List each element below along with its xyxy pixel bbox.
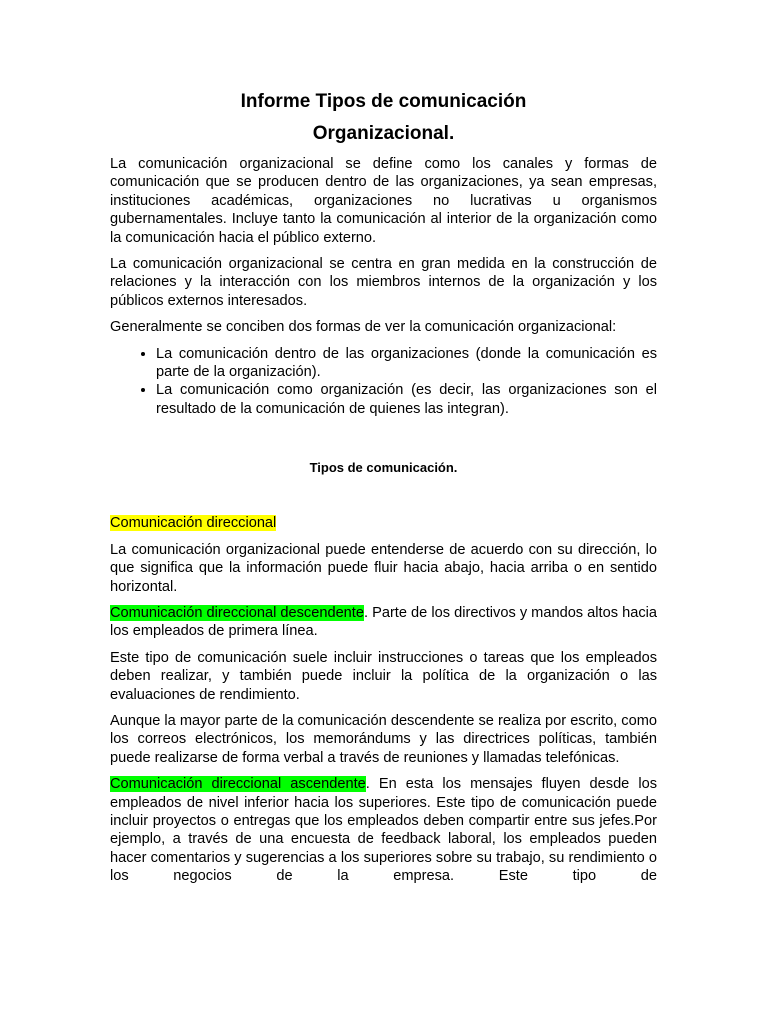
intro-paragraph-1: La comunicación organizacional se define como los canales y formas de comunicación que se producen dentro de las organizaciones, ya sean empresas, instituciones académicas, organizaciones no lucrativas u organismos gubernamentales. Incluye tanto la comunicación al interior de la organización como la comunicación hacia el público externo. bbox=[110, 156, 657, 246]
intro-paragraph-2: La comunicación organizacional se centra en gran medida en la construcción de relaciones y la interacción con los miembros internos de la organización y los públicos externos interesados. bbox=[110, 256, 657, 309]
descendente-text: . Parte de los directivos y mandos altos hacia los empleados de primera línea. bbox=[110, 604, 657, 640]
descendente-paragraph-2: Este tipo de comunicación suele incluir instrucciones o tareas que los empleados deben realizar, y también puede incluir la política de la organización o las evaluaciones de rendimiento. bbox=[110, 649, 657, 703]
subheading-direccional-text: Comunicación direccional bbox=[110, 515, 277, 532]
descendente-paragraph-3: Aunque la mayor parte de la comunicación descendente se realiza por escrito, como los correos electrónicos, los memorándums y las directrices políticas, también puede realizarse de forma verbal a través de reuniones y llamadas telefónicas. bbox=[110, 712, 657, 766]
document-page bbox=[110, 86, 657, 894]
document-title-line2: Organizacional. bbox=[312, 123, 455, 144]
descendente-label: Comunicación direccional descendente bbox=[110, 604, 364, 621]
section-title: Tipos de comunicación. bbox=[309, 460, 458, 476]
document-title-line1: Informe Tipos de comunicación bbox=[240, 91, 527, 112]
forms-bullet-list bbox=[110, 345, 657, 419]
bullet-item-2: • La comunicación como organización (es decir, las organizaciones son el resultado de la comunicación de quienes las integran). bbox=[156, 381, 657, 418]
subheading-direccional bbox=[110, 514, 657, 532]
ascendente-text: . En esta los mensajes fluyen desde los empleados de nivel inferior hacia los superiores. Este tipo de comunicación puede incluir proyectos o entregas que los empleados deben compartir entre sus jefes.Por ejemplo, a través de una encuesta de feedback laboral, los empleados pueden hacer comentarios y sugerencias a los superiores sobre su trabajo, su rendimiento o los negocios de la empresa. Este tipo de bbox=[110, 776, 657, 885]
ascendente-paragraph bbox=[110, 775, 657, 885]
bullet-item-1: • La comunicación dentro de las organizaciones (donde la comunicación es parte de la organización). bbox=[156, 345, 657, 382]
ascendente-label: Comunicación direccional ascendente bbox=[110, 776, 366, 793]
descendente-paragraph bbox=[110, 604, 657, 641]
intro-paragraph-3: Generalmente se conciben dos formas de ver la comunicación organizacional: bbox=[110, 319, 617, 336]
direccional-paragraph: La comunicación organizacional puede entenderse de acuerdo con su dirección, lo que significa que la información puede fluir hacia abajo, hacia arriba o en sentido horizontal. bbox=[110, 541, 657, 595]
